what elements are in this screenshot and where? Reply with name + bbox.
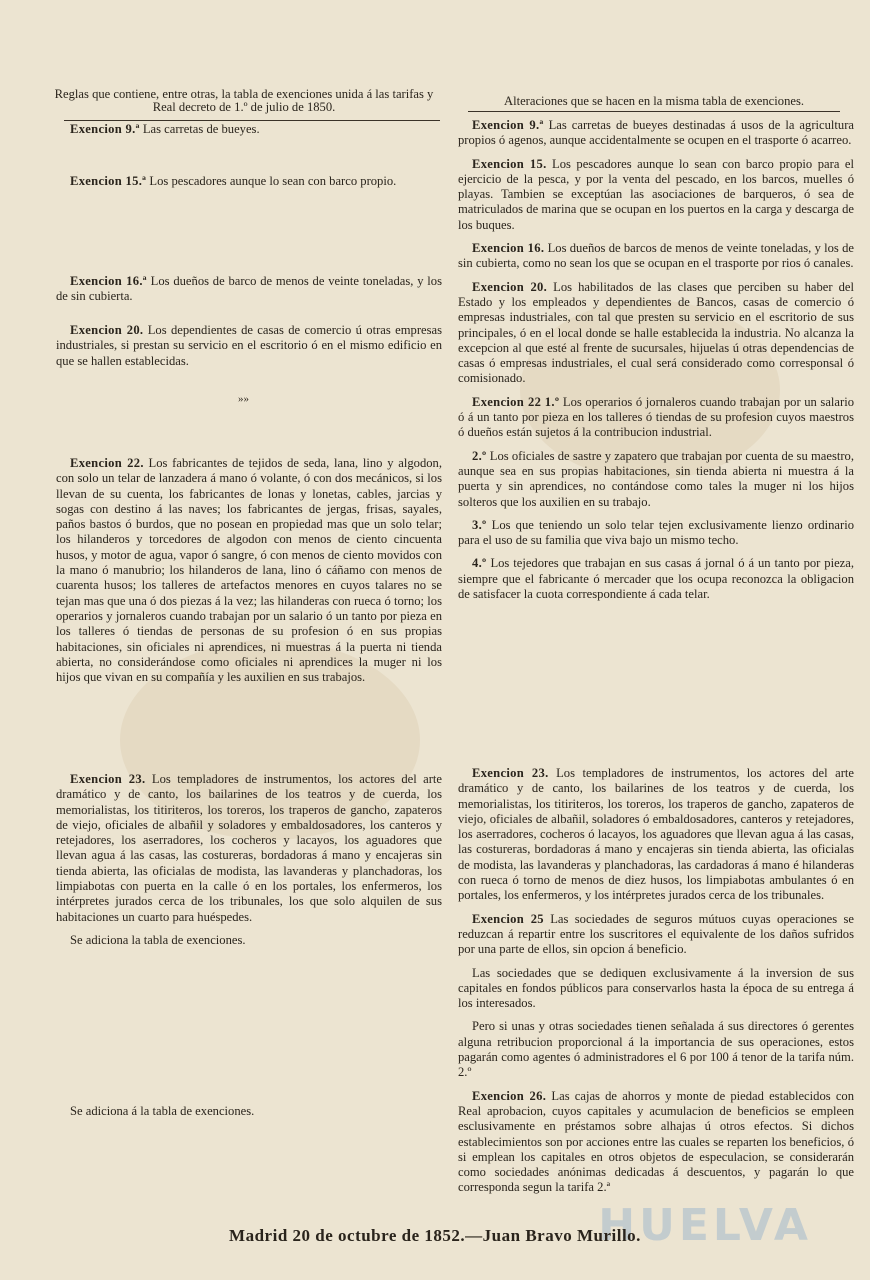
right-column-header: Alteraciones que se hacen en la misma tabla de exenciones. xyxy=(503,94,805,108)
exemption-label: Exencion 16. xyxy=(472,241,545,256)
exemption-text: Las cajas de ahorros y monte de piedad establecidos con Real aprobacion, cuyos capitales y acumulacion de beneficios se empleen esclusivamente en préstamos sobre alhajas ú otros efectos. Si dichos establecimientos son por acciones entre las cuales se reparten los beneficios, ó si emplean los capitales en otros objetos de especulacion, se considerarán como sociedades anónimas dedicadas á descuentos, y pagarán lo que corresponda segun la tarifa 2.ª xyxy=(458,1088,855,1195)
exemption-label: Exencion 26. xyxy=(472,1088,547,1103)
left-addendum xyxy=(56,1104,442,1127)
right-block-1 xyxy=(458,118,854,610)
addendum-note: Se adiciona á la tabla de exenciones. xyxy=(70,1104,255,1118)
addendum-note: Se adiciona la tabla de exenciones. xyxy=(70,932,246,947)
exemption-text: Las carretas de bueyes destinadas á usos de la agricultura propios ó agenos, aunque accidentalmente se ocupen en el trasporte ó acarreo. xyxy=(458,118,854,148)
item-text: Los que teniendo un solo telar tejen exclusivamente lienzo ordinario para el uso de su familia que viva bajo un mismo techo. xyxy=(458,517,854,548)
item-number: 1.º xyxy=(544,394,560,409)
exemption-label: Exencion 20. xyxy=(70,323,144,337)
signature-line: Madrid 20 de octubre de 1852.—Juan Bravo Murillo. xyxy=(229,1226,641,1245)
exemption-text: Las carretas de bueyes. xyxy=(142,122,260,136)
left-column-header: Reglas que contiene, entre otras, la tabla de exenciones unida á las tarifas y Real decreto de 1.º de julio de 1850. xyxy=(54,87,434,114)
exemption-text: Los pescadores aunque lo sean con barco propio. xyxy=(149,174,397,188)
left-ex23 xyxy=(56,772,442,956)
item-number: 3.º xyxy=(472,517,487,532)
left-ex9 xyxy=(56,122,442,145)
header-rule-right xyxy=(468,111,840,112)
item-text: Los operarios ó jornaleros cuando trabajan por un salario ó á un tanto por pieza en los talleres ó tiendas de su profesion cuyos maestros ó dueños están sujetos á la contribucion industrial. xyxy=(458,394,854,440)
left-ex22 xyxy=(56,456,442,693)
section-ornament: »» xyxy=(238,393,249,405)
item-number: 2.º xyxy=(472,448,487,463)
exemption-label: Exencion 9.ª xyxy=(70,122,140,136)
exemption-text: Los fabricantes de tejidos de seda, lana, lino y algodon, con solo un telar de lanzadera á mano ó volante, ó con dos mecánicos, si los llevan de su cuenta, los fabricantes de lonas y lonetas, cables, jarcias y sogas con destino á las naves; los fabricantes de jergas, frisas, sayales, paños bastos ó burdos, que no posean en propiedad mas que un solo telar; los hilanderos y torcedores de algodon con menos de ciento cincuenta husos, y motor de agua, vapor ó sangre, ó con menos de ciento movidos con la mano ó manubrio; los hilanderos de lana, lino ó cáñamo con menos de cuarenta husos; los talleres de artefactos menores en cuyos talares no se tejan mas que una ó dos piezas á la vez; las hilanderas con rueca ó torno; los operarios y jornaleros cuando trabajan por un salario ó un tanto por pieza en los talleres ó tiendas de personas de su profesion ó en sus propias habitaciones, sin oficiales ni aprendices, ni muestras á la puerta ni tienda abierta, no considerándose como oficiales ni aprendices la muger ni los hijos que vivan en su compañía y les auxilien en sus trabajos. xyxy=(56,456,442,685)
exemption-label: Exencion 25 xyxy=(472,911,544,926)
exemption-label: Exencion 22. xyxy=(70,456,144,470)
exemption-text: Los templadores de instrumentos, los actores del arte dramático y de canto, los bailarines de los teatros y de cuerda, los memorialistas, los titiriteros, los toreros, los traperos de gancho, zapateros de viejo, oficiales de albañil, soladores ó embaldosadores, canteros y retejadores, los aserradores, cocheros ó lacayos, los aguadores que llevan agua á las casas, las costureras, bordadoras á mano y encajeras sin tienda abierta, las oficialas de modista, las lavanderas y planchadoras, las cardadoras á mano é hilanderas con rueca ó torno de menos de diez husos, los limpiabotas ambulantes ó en portales, los enfermeros, y los intérpretes jurados cerca de los tribunales. xyxy=(458,766,855,903)
left-ex15 xyxy=(56,174,442,197)
exemption-text: Los dueños de barco de menos de veinte toneladas, y los de sin cubierta. xyxy=(56,274,442,304)
left-ex16 xyxy=(56,274,442,313)
exemption-text: Los pescadores aunque lo sean con barco propio para el ejercicio de la pesca, y por la venta del pescado, en los barcos, muelles ó playas. Tambien se exceptúan las asociaciones de barqueros, ó sea de matriculados de marina que se ocupan en los puertos en la carga y descarga de los buques. xyxy=(458,156,854,232)
right-block-2 xyxy=(458,766,854,1204)
exemption-label: Exencion 15.ª xyxy=(70,174,147,188)
item-text: Los tejedores que trabajan en sus casas á jornal ó á un tanto por pieza, siempre que el fabricante ó mercader que los ocupa reconozca la obligacion de satisfacer la cuota correspondiente á cada telar. xyxy=(458,556,854,602)
exemption-label: Exencion 22 xyxy=(472,394,542,409)
exemption-label: Exencion 23. xyxy=(472,766,549,780)
exemption-label: Exencion 23. xyxy=(70,772,146,786)
item-text: Los oficiales de sastre y zapatero que trabajan por cuenta de su maestro, aunque sea en sus propias habitaciones, sin tienda abierta ni muestra á la puerta y sin aprendices, no contándose como tales la muger ni los hijos solteros que los auxilien en su trabajo. xyxy=(458,448,854,509)
paragraph: Pero si unas y otras sociedades tienen señalada á sus directores ó gerentes alguna retribucion proporcional á la importancia de sus operaciones, estos pagarán como agentes ó administradores el 6 por 100 á tenor de la tarifa núm. 2.º xyxy=(458,1019,854,1080)
exemption-label: Exencion 16.ª xyxy=(70,274,147,288)
archive-watermark: HUELVA xyxy=(598,1200,812,1251)
left-ex20 xyxy=(56,323,442,377)
exemption-label: Exencion 20. xyxy=(472,279,548,294)
header-rule-left xyxy=(64,120,440,121)
exemption-label: Exencion 9.ª xyxy=(472,118,544,132)
paragraph: Las sociedades que se dediquen exclusivamente á la inversion de sus capitales en fondos públicos para conservarlos hasta la época de su entrega á los interesados. xyxy=(458,965,854,1011)
exemption-text: Los dueños de barcos de menos de veinte toneladas, y los de sin cubierta, como no sean los que se ocupan en el trasporte por rios ó canales. xyxy=(458,241,855,271)
exemption-label: Exencion 15. xyxy=(472,156,547,171)
exemption-text: Los templadores de instrumentos, los actores del arte dramático y de canto, los bailarines de los teatros y de cuerda, los memorialistas, los titiriteros, los toreros, los traperos de gancho, zapateros de viejo, oficiales de albañil y soladores y embaldosadores, los canteros y retejadores, los aserradores, los cocheros y lacayos, los aguadores que llevan agua á las casas, las costureras, bordadoras á mano y encajeras sin tienda abierta, las oficialas de modista, las lavanderas y planchadoras, los limpiabotas con puerta en la calle ó en los portales, los enfermeros, los intérpretes jurados cerca de los tribunales, los que solo alquilen de sus habitaciones un cuarto para huéspedes. xyxy=(56,772,443,924)
exemption-text: Las sociedades de seguros mútuos cuyas operaciones se reduzcan á repartir entre los suscritores el equivalente de los daños sufridos por una parte de ellos, sin opcion á beneficio. xyxy=(458,911,854,957)
item-number: 4.º xyxy=(472,556,487,571)
exemption-text: Los dependientes de casas de comercio ú otras empresas industriales, si prestan su servicio en el escritorio ó en el mismo edificio en que se hallen establecidas. xyxy=(56,323,442,368)
exemption-text: Los habilitados de las clases que perciben su haber del Estado y los empleados y dependientes de Bancos, casas de comercio ó empresas industriales, con tal que presten su servicio en el escritorio de sus principales, ó en el local donde se halle establecida la industria. No alcanza la excepcion al que esté al frente de sucursales, hijuelas ú otras dependencias de casas ó empresas industriales, el cual será considerado como corresponsal ó comisionado. xyxy=(458,279,854,386)
